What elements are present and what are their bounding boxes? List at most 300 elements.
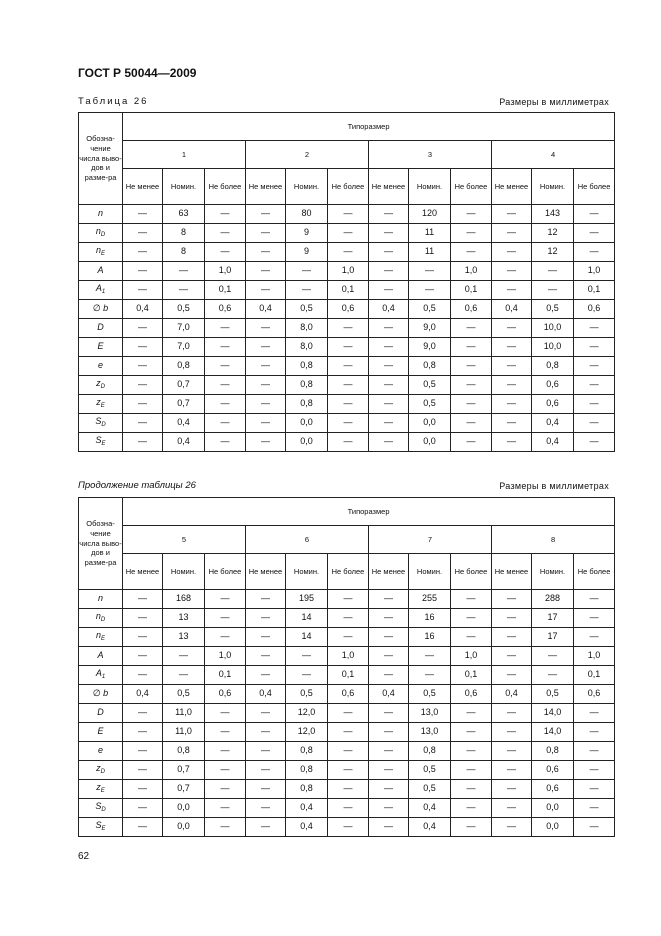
value-cell: 0,8 [409,357,451,376]
symbol-cell [79,590,123,609]
value-cell: — [492,723,532,742]
value-cell: — [123,704,163,723]
value-cell: — [246,414,286,433]
value-cell: 0,8 [163,742,205,761]
value-cell: 0,6 [532,761,574,780]
value-cell: — [286,281,328,300]
value-cell: — [369,243,409,262]
symbol-subscript: D [101,422,106,429]
value-cell: 0,4 [369,685,409,704]
size-header: 7 [369,526,492,554]
table-row [79,433,615,452]
value-cell: — [328,414,369,433]
symbol-subscript: E [101,636,106,643]
symbol-cell [79,376,123,395]
value-cell: — [369,761,409,780]
value-cell: 0,4 [369,300,409,319]
value-cell: 12,0 [286,723,328,742]
value-cell: 0,7 [163,376,205,395]
value-cell: 8 [163,243,205,262]
value-cell: — [369,395,409,414]
value-cell: — [205,433,246,452]
value-cell: 16 [409,609,451,628]
value-cell: — [246,357,286,376]
value-cell: 0,6 [574,685,615,704]
value-cell: — [328,357,369,376]
value-cell: — [369,590,409,609]
subheader-max: Не более [328,554,369,590]
value-cell: — [205,742,246,761]
value-cell: 0,0 [532,799,574,818]
symbol-cell [79,281,123,300]
value-cell: — [574,761,615,780]
value-cell: 13 [163,609,205,628]
value-cell: — [409,647,451,666]
value-cell: — [328,243,369,262]
value-cell: 0,8 [532,357,574,376]
value-cell: — [574,628,615,647]
value-cell: — [574,799,615,818]
value-cell: — [492,647,532,666]
value-cell: — [123,647,163,666]
symbol: n [97,208,103,219]
value-cell: 11,0 [163,704,205,723]
value-cell: 9,0 [409,319,451,338]
value-cell: 0,6 [451,300,492,319]
table-row [79,685,615,704]
value-cell: — [492,799,532,818]
header-row [79,498,615,526]
value-cell: 0,5 [163,685,205,704]
value-cell: 0,7 [163,395,205,414]
value-cell: — [328,338,369,357]
subheader-row [79,169,615,205]
value-cell: 0,5 [286,685,328,704]
value-cell: — [369,319,409,338]
symbol-cell [79,319,123,338]
value-cell: — [369,609,409,628]
value-cell: 0,4 [409,799,451,818]
value-cell: — [369,281,409,300]
value-cell: — [451,395,492,414]
symbol: E [97,341,104,352]
table-row [79,780,615,799]
value-cell: — [286,262,328,281]
value-cell: 0,7 [163,780,205,799]
value-cell: 0,1 [328,666,369,685]
symbol-subscript: 1 [101,289,106,296]
subheader-nom: Номин. [532,554,574,590]
subheader-max: Не более [574,554,615,590]
value-cell: 0,6 [532,395,574,414]
value-cell: — [451,433,492,452]
table-row [79,262,615,281]
value-cell: — [286,647,328,666]
value-cell: 9 [286,224,328,243]
subheader-row [79,554,615,590]
value-cell: — [246,799,286,818]
value-cell: 0,8 [286,357,328,376]
value-cell: — [369,376,409,395]
value-cell: — [369,647,409,666]
value-cell: 0,8 [286,395,328,414]
value-cell: 1,0 [328,647,369,666]
value-cell: — [574,243,615,262]
symbol: ∅ b [92,688,109,699]
value-cell: — [123,281,163,300]
value-cell: 8,0 [286,319,328,338]
value-cell: 0,6 [574,300,615,319]
value-cell: 0,5 [286,300,328,319]
type-size-header: Типоразмер [123,113,615,141]
value-cell: 7,0 [163,319,205,338]
value-cell: — [369,205,409,224]
value-cell: 0,0 [532,818,574,837]
value-cell: — [369,723,409,742]
value-cell: — [451,205,492,224]
value-cell: — [328,395,369,414]
subheader-max: Не более [205,169,246,205]
symbol-cell [79,262,123,281]
value-cell: 9 [286,243,328,262]
subheader-min: Не менее [369,554,409,590]
subheader-max: Не более [451,554,492,590]
value-cell: — [574,319,615,338]
value-cell: — [369,224,409,243]
symbol-cell [79,818,123,837]
subheader-nom: Номин. [163,169,205,205]
symbol: z [96,378,101,389]
value-cell: — [574,742,615,761]
symbol-cell [79,395,123,414]
value-cell: 0,5 [163,300,205,319]
value-cell: — [328,818,369,837]
subheader-nom: Номин. [409,554,451,590]
value-cell: — [246,262,286,281]
value-cell: 0,0 [163,818,205,837]
value-cell: — [328,628,369,647]
value-cell: 12,0 [286,704,328,723]
value-cell: — [123,799,163,818]
value-cell: — [205,780,246,799]
value-cell: 0,6 [532,780,574,799]
subheader-min: Не менее [246,169,286,205]
subheader-max: Не более [574,169,615,205]
symbol-cell [79,338,123,357]
value-cell: — [409,262,451,281]
value-cell: — [451,224,492,243]
value-cell: — [492,376,532,395]
value-cell: 0,4 [246,685,286,704]
symbol-cell [79,357,123,376]
value-cell: 8 [163,224,205,243]
size-header: 3 [369,141,492,169]
value-cell: — [205,414,246,433]
symbol: S [95,801,102,812]
value-cell: — [246,224,286,243]
value-cell: — [492,818,532,837]
value-cell: 0,5 [532,685,574,704]
symbol-subscript: E [101,441,106,448]
value-cell: — [451,723,492,742]
value-cell: 0,4 [123,300,163,319]
symbol-subscript: D [100,769,105,776]
value-cell: — [574,723,615,742]
value-cell: — [123,262,163,281]
value-cell: 0,0 [409,433,451,452]
subheader-min: Не менее [123,169,163,205]
table-row [79,338,615,357]
table-row [79,205,615,224]
size-header: 4 [492,141,615,169]
value-cell: — [574,818,615,837]
value-cell: — [532,666,574,685]
value-cell: — [369,357,409,376]
value-cell: 7,0 [163,338,205,357]
value-cell: 255 [409,590,451,609]
value-cell: — [205,319,246,338]
value-cell: 0,1 [574,666,615,685]
value-cell: — [123,319,163,338]
value-cell: — [328,780,369,799]
value-cell: 9,0 [409,338,451,357]
value-cell: 1,0 [451,262,492,281]
symbol-subscript: D [100,384,105,391]
value-cell: — [492,224,532,243]
value-cell: 0,4 [409,818,451,837]
value-cell: — [492,262,532,281]
value-cell: — [328,319,369,338]
symbol: E [97,726,104,737]
value-cell: 11 [409,224,451,243]
value-cell: — [492,433,532,452]
table-row [79,395,615,414]
symbol-cell [79,628,123,647]
value-cell: — [123,376,163,395]
value-cell: — [328,609,369,628]
value-cell: — [246,376,286,395]
value-cell: — [205,723,246,742]
value-cell: 0,8 [286,780,328,799]
value-cell: 17 [532,609,574,628]
value-cell: 0,0 [163,799,205,818]
value-cell: 0,5 [409,300,451,319]
symbol-cell [79,685,123,704]
value-cell: — [532,647,574,666]
value-cell: — [451,799,492,818]
value-cell: — [574,205,615,224]
value-cell: — [328,799,369,818]
size-header: 5 [123,526,246,554]
value-cell: — [574,357,615,376]
symbol: S [95,416,102,427]
subheader-nom: Номин. [532,169,574,205]
value-cell: — [369,414,409,433]
value-cell: — [574,609,615,628]
symbol-subscript: E [100,788,105,795]
value-cell: — [369,799,409,818]
value-cell: — [163,281,205,300]
value-cell: 0,0 [286,414,328,433]
header-row [79,113,615,141]
table-row [79,666,615,685]
value-cell: — [328,205,369,224]
table-row [79,590,615,609]
value-cell: — [123,243,163,262]
symbol: z [96,782,101,793]
size-header: 1 [123,141,246,169]
value-cell: — [123,414,163,433]
value-cell: 120 [409,205,451,224]
symbol: e [97,360,103,371]
value-cell: 0,4 [246,300,286,319]
value-cell: — [492,319,532,338]
value-cell: — [123,780,163,799]
value-cell: — [123,742,163,761]
subheader-nom: Номин. [286,554,328,590]
value-cell: 1,0 [574,647,615,666]
value-cell: 63 [163,205,205,224]
size-row [79,526,615,554]
value-cell: — [451,761,492,780]
value-cell: — [492,590,532,609]
value-cell: — [205,205,246,224]
value-cell: — [123,761,163,780]
value-cell: — [123,224,163,243]
value-cell: — [369,818,409,837]
value-cell: 0,6 [532,376,574,395]
value-cell: — [328,742,369,761]
subheader-max: Не более [205,554,246,590]
symbol-subscript: E [100,403,105,410]
value-cell: — [246,704,286,723]
symbol: ∅ b [92,303,109,314]
value-cell: 1,0 [574,262,615,281]
subheader-nom: Номин. [286,169,328,205]
value-cell: — [123,609,163,628]
symbol-cell [79,780,123,799]
table-26 [78,112,615,452]
type-size-header: Типоразмер [123,498,615,526]
value-cell: — [123,590,163,609]
value-cell: — [123,723,163,742]
value-cell: — [492,742,532,761]
value-cell: — [123,666,163,685]
value-cell: — [246,433,286,452]
table-row [79,704,615,723]
symbol-subscript: 1 [101,674,106,681]
value-cell: — [246,590,286,609]
symbol: D [97,322,104,333]
value-cell: 0,8 [163,357,205,376]
value-cell: 0,4 [286,799,328,818]
symbol-cell [79,666,123,685]
value-cell: — [246,281,286,300]
value-cell: — [369,742,409,761]
value-cell: 0,4 [532,414,574,433]
table-row [79,281,615,300]
value-cell: — [451,243,492,262]
table-row [79,319,615,338]
value-cell: — [451,704,492,723]
symbol-cell [79,224,123,243]
subheader-max: Не более [328,169,369,205]
value-cell: 0,5 [409,685,451,704]
symbol-cell [79,414,123,433]
value-cell: 0,4 [532,433,574,452]
value-cell: 14,0 [532,723,574,742]
value-cell: 12 [532,243,574,262]
symbol: A [97,650,104,661]
value-cell: — [328,433,369,452]
subheader-min: Не менее [246,554,286,590]
value-cell: — [492,205,532,224]
value-cell: 0,1 [205,666,246,685]
symbol: S [95,820,102,831]
table-row [79,628,615,647]
symbol: A [95,668,102,679]
symbol-subscript: D [100,617,106,624]
value-cell: — [574,590,615,609]
value-cell: 14 [286,609,328,628]
value-cell: — [451,376,492,395]
value-cell: — [451,818,492,837]
value-cell: — [369,262,409,281]
value-cell: 16 [409,628,451,647]
symbol-subscript: E [101,826,106,833]
value-cell: — [451,609,492,628]
value-cell: — [205,761,246,780]
table-row [79,799,615,818]
value-cell: — [246,338,286,357]
table-26-continuation [78,497,615,837]
symbol: A [95,283,102,294]
value-cell: — [246,395,286,414]
value-cell: — [574,338,615,357]
value-cell: — [574,224,615,243]
value-cell: — [246,742,286,761]
value-cell: — [205,590,246,609]
value-cell: — [205,609,246,628]
designation-header: Обозна-чение числа выво-дов и разме-ра [79,498,123,590]
value-cell: — [451,742,492,761]
value-cell: 0,8 [532,742,574,761]
value-cell: 0,8 [286,742,328,761]
page-number: 62 [78,851,90,862]
value-cell: — [205,704,246,723]
value-cell: — [163,666,205,685]
symbol-cell [79,742,123,761]
value-cell: 0,5 [532,300,574,319]
value-cell: — [451,338,492,357]
value-cell: — [492,609,532,628]
subheader-min: Не менее [123,554,163,590]
symbol-subscript: D [100,232,106,239]
subheader-min: Не менее [492,169,532,205]
value-cell: — [492,357,532,376]
value-cell: 17 [532,628,574,647]
value-cell: — [492,704,532,723]
value-cell: 0,0 [409,414,451,433]
table-26-continuation-caption: Продолжение таблицы 26 [78,480,196,491]
value-cell: — [205,357,246,376]
value-cell: 0,1 [451,666,492,685]
symbol-cell [79,433,123,452]
value-cell: — [328,376,369,395]
value-cell: 0,4 [286,818,328,837]
subheader-nom: Номин. [409,169,451,205]
table-row [79,723,615,742]
